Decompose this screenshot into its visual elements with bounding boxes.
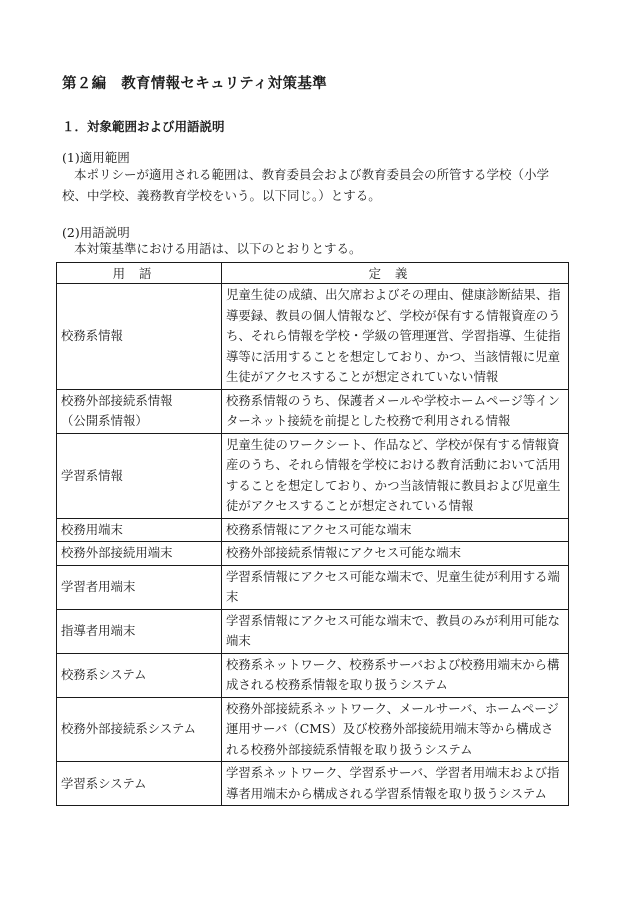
table-row xyxy=(57,389,569,433)
definition-cell: 校務外部接続系ネットワーク、メールサーバ、ホームページ運用サーバ（CMS）及び校務外部接続用端末等から構成される校務外部接続系情報を取り扱うシステム xyxy=(222,697,569,762)
definition-cell: 校務外部接続系情報にアクセス可能な端末 xyxy=(222,542,569,566)
table-row xyxy=(57,542,569,566)
term-cell: 校務系情報 xyxy=(57,284,222,390)
header-definition: 定義 xyxy=(222,263,569,284)
definition-cell: 校務系ネットワーク、校務系サーバおよび校務用端末から構成される校務系情報を取り扱うシステム xyxy=(222,653,569,697)
table-row xyxy=(57,653,569,697)
table-row xyxy=(57,609,569,653)
table-row xyxy=(57,565,569,609)
table-row xyxy=(57,762,569,806)
terms-table-header-row xyxy=(57,263,569,284)
table-row xyxy=(57,697,569,762)
definition-cell: 学習系ネットワーク、学習系サーバ、学習者用端末および指導者用端末から構成される学習系情報を取り扱うシステム xyxy=(222,762,569,806)
table-row xyxy=(57,518,569,542)
section-title: １．対象範囲および用語説明 xyxy=(62,119,225,134)
definition-cell: 児童生徒のワークシート、作品など、学校が保有する情報資産のうち、それら情報を学校における教育活動において活用することを想定しており、かつ当該情報に教員および児童生徒がアクセスすることが想定されている情報 xyxy=(222,433,569,518)
definition-cell: 学習系情報にアクセス可能な端末で、児童生徒が利用する端末 xyxy=(222,565,569,609)
definition-cell: 校務系情報にアクセス可能な端末 xyxy=(222,518,569,542)
term-cell: 校務外部接続系情報 （公開系情報） xyxy=(57,389,222,433)
definition-cell: 校務系情報のうち、保護者メールや学校ホームページ等インターネット接続を前提とした校務で利用される情報 xyxy=(222,389,569,433)
terms-intro: 本対策基準における用語は、以下のとおりとする。 xyxy=(74,241,362,256)
table-row xyxy=(57,284,569,390)
scope-heading: (1)適用範囲 xyxy=(62,150,130,165)
term-cell: 学習系システム xyxy=(57,762,222,806)
definition-cell: 児童生徒の成績、出欠席およびその理由、健康診断結果、指導要録、教員の個人情報など、学校が保有する情報資産のうち、それら情報を学校・学級の管理運営、学習指導、生徒指導等に活用することを想定しており、かつ、当該情報に児童生徒がアクセスすることが想定されていない情報 xyxy=(222,284,569,390)
term-cell: 校務外部接続系システム xyxy=(57,697,222,762)
definition-cell: 学習系情報にアクセス可能な端末で、教員のみが利用可能な端末 xyxy=(222,609,569,653)
term-cell: 校務用端末 xyxy=(57,518,222,542)
term-cell: 校務外部接続用端末 xyxy=(57,542,222,566)
table-row xyxy=(57,433,569,518)
terms-table xyxy=(56,262,569,806)
term-cell: 校務系システム xyxy=(57,653,222,697)
terms-table-body xyxy=(57,284,569,806)
term-cell: 学習系情報 xyxy=(57,433,222,518)
scope-paragraph: 本ポリシーが適用される範囲は、教育委員会および教育委員会の所管する学校（小学校、中学校、義務教育学校をいう。以下同じ。）とする。 xyxy=(62,167,550,203)
header-term: 用語 xyxy=(57,263,222,284)
term-cell: 学習者用端末 xyxy=(57,565,222,609)
part-title: 第２編 教育情報セキュリティ対策基準 xyxy=(62,76,327,92)
term-cell: 指導者用端末 xyxy=(57,609,222,653)
terms-heading: (2)用語説明 xyxy=(62,225,130,240)
